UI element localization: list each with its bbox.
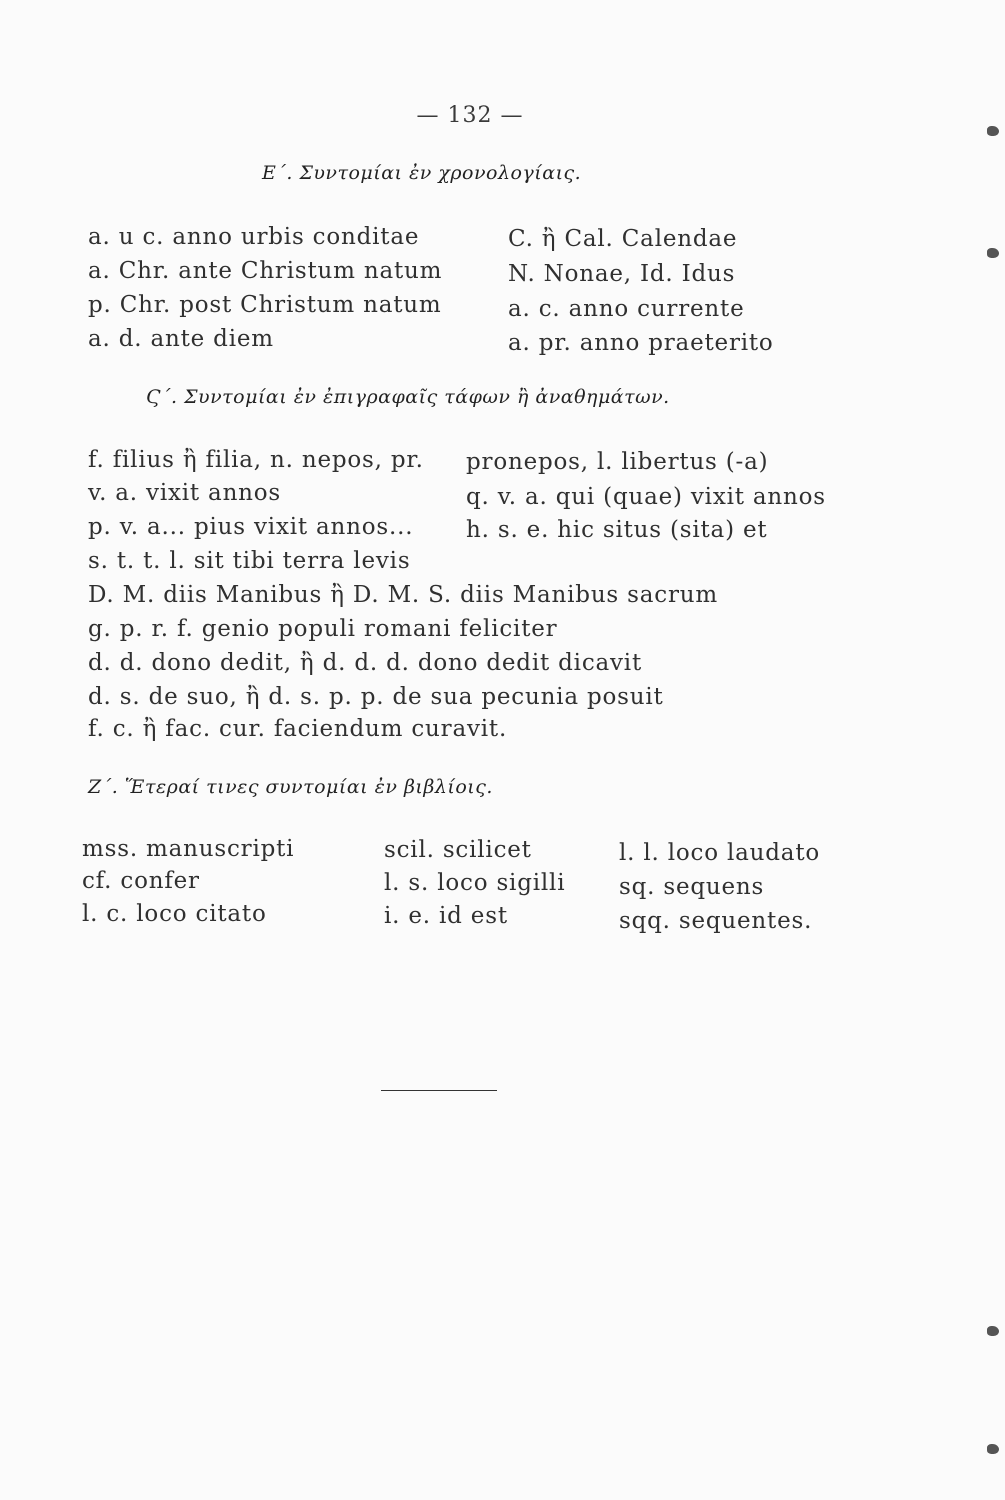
section-st-heading: Ϛ΄. Συντομίαι ἐν ἐπιγραφαῖς τάφων ἢ ἀναθημάτων. xyxy=(146,386,670,408)
section-st-pair-2-left: v. a. vixit annos xyxy=(88,480,282,506)
section-z-col1-3: l. c. loco citato xyxy=(82,901,267,927)
section-e-left-4: a. d. ante diem xyxy=(88,326,274,352)
section-e-left-2: a. Chr. ante Christum natum xyxy=(88,258,443,284)
section-z-col3-2: sq. sequens xyxy=(619,874,765,900)
section-st-line-5: d. s. de suo, ἢ d. s. p. p. de sua pecunia posuit xyxy=(88,684,664,710)
section-z-col1-1: mss. manuscripti xyxy=(82,836,295,862)
section-z-heading: Ζ΄. Ἕτεραί τινες συντομίαι ἐν βιβλίοις. xyxy=(88,776,493,798)
section-e-left-3: p. Chr. post Christum natum xyxy=(88,292,442,318)
section-z-col2-2: l. s. loco sigilli xyxy=(384,870,566,896)
section-z-col3-1: l. l. loco laudato xyxy=(619,840,821,866)
section-z-col1-2: cf. confer xyxy=(82,868,200,894)
section-st-pair-3-left: p. v. a... pius vixit annos... xyxy=(88,514,414,540)
section-st-line-2: D. M. diis Manibus ἢ D. M. S. diis Manibus sacrum xyxy=(88,582,718,608)
scan-mark xyxy=(987,1326,999,1336)
section-st-pair-1-right: pronepos, l. libertus (-a) xyxy=(466,449,769,475)
scan-mark xyxy=(987,248,999,258)
scan-mark xyxy=(987,1444,999,1454)
scan-mark xyxy=(987,126,999,136)
section-st-line-1: s. t. t. l. sit tibi terra levis xyxy=(88,548,411,574)
section-e-right-2: N. Nonae, Id. Idus xyxy=(508,261,736,287)
section-e-heading: Ε΄. Συντομίαι ἐν χρονολογίαις. xyxy=(262,162,582,184)
closing-rule xyxy=(381,1090,497,1091)
section-z-col2-1: scil. scilicet xyxy=(384,837,532,863)
section-z-col2-3: i. e. id est xyxy=(384,903,508,929)
section-st-pair-3-right: h. s. e. hic situs (sita) et xyxy=(466,517,768,543)
section-z-col3-3: sqq. sequentes. xyxy=(619,908,813,934)
section-e-left-1: a. u c. anno urbis conditae xyxy=(88,224,420,250)
section-e-right-1: C. ἢ Cal. Calendae xyxy=(508,226,738,252)
section-st-pair-2-right: q. v. a. qui (quae) vixit annos xyxy=(466,484,826,510)
section-st-pair-1-left: f. filius ἢ filia, n. nepos, pr. xyxy=(88,447,424,473)
section-st-line-6: f. c. ἢ fac. cur. faciendum curavit. xyxy=(88,716,508,742)
section-st-line-3: g. p. r. f. genio populi romani feliciter xyxy=(88,616,558,642)
section-e-right-4: a. pr. anno praeterito xyxy=(508,330,774,356)
section-st-line-4: d. d. dono dedit, ἢ d. d. d. dono dedit dicavit xyxy=(88,650,643,676)
page-number: — 132 — xyxy=(416,103,524,128)
section-e-right-3: a. c. anno currente xyxy=(508,296,745,322)
